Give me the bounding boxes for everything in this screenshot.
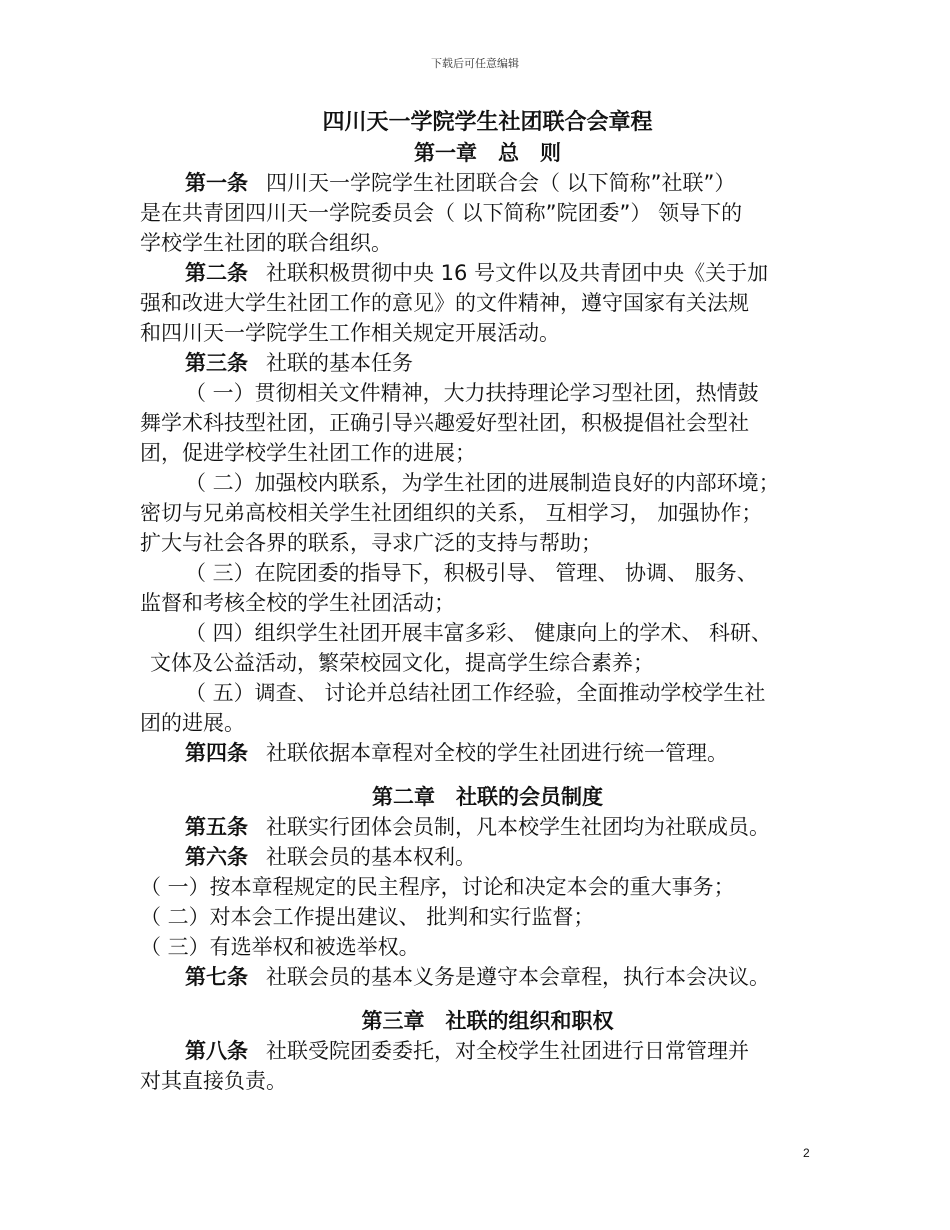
- article-text: 社联受院团委委托，对全校学生社团进行日常管理并: [266, 1039, 749, 1063]
- article-6-line: [140, 842, 835, 872]
- right-item: （ 一）按本章程规定的民主程序，讨论和决定本会的重大事务；: [140, 875, 735, 899]
- right-item: （ 三）有选举权和被选举权。: [140, 935, 420, 959]
- task-item: 监督和考核全校的学生社团活动；: [140, 591, 455, 615]
- task-item: （ 一）贯彻相关文件精神，大力扶持理论学习型社团，热情鼓: [185, 381, 759, 405]
- document-title: 四川天一学院学生社团联合会章程: [322, 110, 653, 135]
- article-label: 第五条: [185, 815, 248, 839]
- article-text: 四川天一学院学生社团联合会（ 以下简称”社联”）: [266, 171, 736, 195]
- article-8-line: [140, 1036, 835, 1066]
- article-label: 第八条: [185, 1039, 248, 1063]
- page-number: 2: [803, 1146, 810, 1160]
- article-1-line: 是在共青团四川天一学院委员会（ 以下简称”院团委”） 领导下的: [140, 201, 743, 225]
- article-4-line: [140, 738, 835, 768]
- article-text: 社联依据本章程对全校的学生社团进行统一管理。: [266, 741, 728, 765]
- task-item: 团的进展。: [140, 711, 245, 735]
- task-item: 文体及公益活动，繁荣校园文化，提高学生综合素养；: [150, 651, 654, 675]
- article-text: 社联会员的基本义务是遵守本会章程，执行本会决议。: [266, 965, 770, 989]
- task-item: （ 三）在院团委的指导下，积极引导、 管理、 协调、 服务、: [185, 561, 758, 585]
- article-1-line: [140, 168, 835, 198]
- article-label: 第二条: [185, 261, 248, 285]
- task-item: 团，促进学校学生社团工作的进展；: [140, 441, 476, 465]
- article-label: 第三条: [185, 351, 248, 375]
- right-item: （ 二）对本会工作提出建议、 批判和实行监督；: [140, 905, 595, 929]
- article-8-line: 对其直接负责。: [140, 1069, 287, 1093]
- task-item: （ 五）调查、 讨论并总结社团工作经验，全面推动学校学生社: [185, 681, 766, 705]
- task-item: （ 二）加强校内联系，为学生社团的进展制造良好的内部环境；: [185, 471, 780, 495]
- article-7-line: [140, 962, 835, 992]
- task-item: 密切与兄弟高校相关学生社团组织的关系， 互相学习， 加强协作；: [140, 501, 763, 525]
- article-2-line: 和四川天一学院学生工作相关规定开展活动。: [140, 321, 560, 345]
- page-header: 下载后可任意编辑: [431, 57, 519, 70]
- article-text: 社联实行团体会员制，凡本校学生社团均为社联成员。: [266, 815, 770, 839]
- article-2-line: 强和改进大学生社团工作的意见》的文件精神，遵守国家有关法规: [140, 291, 749, 315]
- article-2-line: [140, 258, 835, 288]
- article-label: 第七条: [185, 965, 248, 989]
- article-text: 社联积极贯彻中央 16 号文件以及共青团中央《关于加: [266, 261, 769, 285]
- article-1-line: 学校学生社团的联合组织。: [140, 231, 392, 255]
- chapter-heading: 第二章 社联的会员制度: [372, 785, 603, 809]
- article-label: 第一条: [185, 171, 248, 195]
- article-3-line: [140, 348, 835, 378]
- article-text: 社联会员的基本权利。: [266, 845, 476, 869]
- document-body: [140, 108, 835, 1096]
- task-item: （ 四）组织学生社团开展丰富多彩、 健康向上的学术、 科研、: [185, 621, 773, 645]
- task-item: 扩大与社会各界的联系，寻求广泛的支持与帮助；: [140, 531, 602, 555]
- article-label: 第六条: [185, 845, 248, 869]
- article-5-line: [140, 812, 835, 842]
- chapter-heading: 第一章 总 则: [414, 141, 561, 165]
- chapter-heading: 第三章 社联的组织和职权: [361, 1009, 614, 1033]
- article-text: 社联的基本任务: [266, 351, 413, 375]
- task-item: 舞学术科技型社团，正确引导兴趣爱好型社团，积极提倡社会型社: [140, 411, 749, 435]
- article-label: 第四条: [185, 741, 248, 765]
